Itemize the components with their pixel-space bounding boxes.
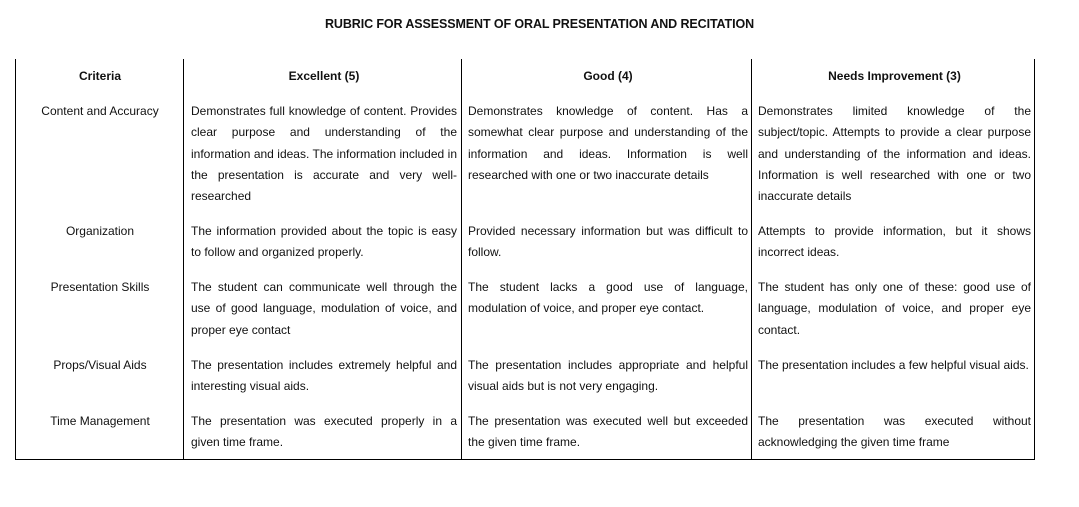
good-cell: Demonstrates knowledge of content. Has a somewhat clear purpose and understanding of the information and ideas. Information is well researched with one or two inaccurate details bbox=[468, 104, 748, 182]
criteria-cell: Presentation Skills bbox=[50, 280, 150, 294]
needs-improvement-cell: The presentation was executed without acknowledging the given time frame bbox=[758, 414, 1031, 450]
excellent-cell: The information provided about the topic is easy to follow and organized properly. bbox=[191, 224, 457, 260]
needs-improvement-cell: Demonstrates limited knowledge of the subject/topic. Attempts to provide a clear purpose and understanding of the information and ideas. Information is well researched with one or two inaccurate details bbox=[758, 104, 1031, 204]
rubric-table bbox=[15, 59, 1035, 460]
good-cell: Provided necessary information but was difficult to follow. bbox=[468, 224, 748, 260]
criteria-cell: Content and Accuracy bbox=[41, 104, 159, 118]
needs-improvement-cell: The presentation includes a few helpful visual aids. bbox=[758, 358, 1029, 372]
good-cell: The presentation includes appropriate and helpful visual aids but is not very engaging. bbox=[468, 358, 748, 394]
good-cell: The student lacks a good use of language, modulation of voice, and proper eye contact. bbox=[468, 280, 748, 316]
needs-improvement-cell: The student has only one of these: good use of language, modulation of voice, and proper eye contact. bbox=[758, 280, 1031, 337]
needs-improvement-cell: Attempts to provide information, but it shows incorrect ideas. bbox=[758, 224, 1031, 260]
excellent-cell: The presentation was executed properly in a given time frame. bbox=[191, 414, 457, 450]
criteria-cell: Organization bbox=[65, 224, 135, 238]
header-good: Good (4) bbox=[583, 69, 633, 83]
header-criteria: Criteria bbox=[78, 69, 122, 83]
column-divider bbox=[751, 59, 752, 459]
good-cell: The presentation was executed well but exceeded the given time frame. bbox=[468, 414, 748, 450]
criteria-cell: Time Management bbox=[50, 414, 150, 428]
criteria-cell: Props/Visual Aids bbox=[53, 358, 147, 372]
excellent-cell: The presentation includes extremely helpful and interesting visual aids. bbox=[191, 358, 457, 394]
header-excellent: Excellent (5) bbox=[288, 69, 360, 83]
document-title: RUBRIC FOR ASSESSMENT OF ORAL PRESENTATION AND RECITATION bbox=[324, 17, 755, 31]
header-needs-improvement: Needs Improvement (3) bbox=[828, 69, 961, 83]
column-divider bbox=[461, 59, 462, 459]
excellent-cell: The student can communicate well through the use of good language, modulation of voice, and proper eye contact bbox=[191, 280, 457, 337]
excellent-cell: Demonstrates full knowledge of content. Provides clear purpose and understanding of the information and ideas. The information included in the presentation is accurate and very well-researched bbox=[191, 104, 457, 204]
